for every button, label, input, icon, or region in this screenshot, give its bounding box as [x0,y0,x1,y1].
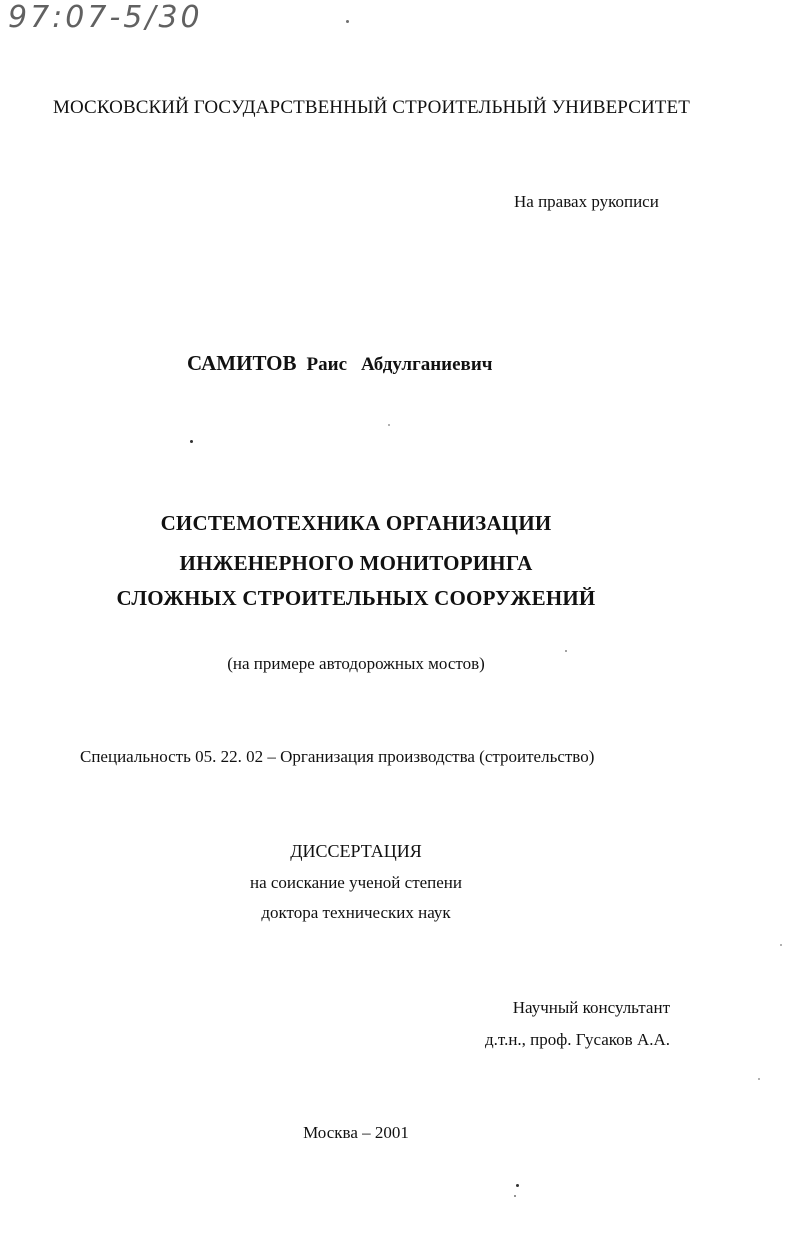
city-year: Москва – 2001 [303,1123,409,1142]
scan-speck [190,440,193,443]
university-name: МОСКОВСКИЙ ГОСУДАРСТВЕННЫЙ СТРОИТЕЛЬНЫЙ УНИВЕРСИТЕТ [53,97,690,118]
scan-speck [565,650,567,652]
author-name [187,351,492,376]
title-line-1: СИСТЕМОТЕХНИКА ОРГАНИЗАЦИИ [160,511,552,535]
scan-speck [758,1078,760,1080]
consultant-name: д.т.н., проф. Гусаков А.А. [485,1030,670,1049]
scan-speck [516,1184,519,1187]
specialty-line: Специальность 05. 22. 02 – Организация производства (строительство) [80,747,595,766]
title-line-2: ИНЖЕНЕРНОГО МОНИТОРИНГА [179,551,533,575]
author-surname: САМИТОВ [187,351,297,375]
scan-speck [780,944,782,946]
manuscript-rights-note: На правах рукописи [514,192,659,211]
title-subtitle: (на примере автодорожных мостов) [227,654,485,673]
scan-speck [514,1195,516,1197]
author-given-name: Раис [306,354,348,375]
title-line-3: СЛОЖНЫХ СТРОИТЕЛЬНЫХ СООРУЖЕНИЙ [116,586,596,610]
scan-speck [388,424,390,426]
dissertation-heading: ДИССЕРТАЦИЯ [290,841,422,861]
handwritten-catalog-number: 97:07-5/30 [8,0,203,35]
degree-line: на соискание ученой степени [249,873,463,892]
consultant-label: Научный консультант [512,998,670,1017]
scan-speck [346,20,349,23]
degree-field-line: доктора технических наук [261,903,451,922]
author-patronymic: Абдулганиевич [361,354,493,375]
